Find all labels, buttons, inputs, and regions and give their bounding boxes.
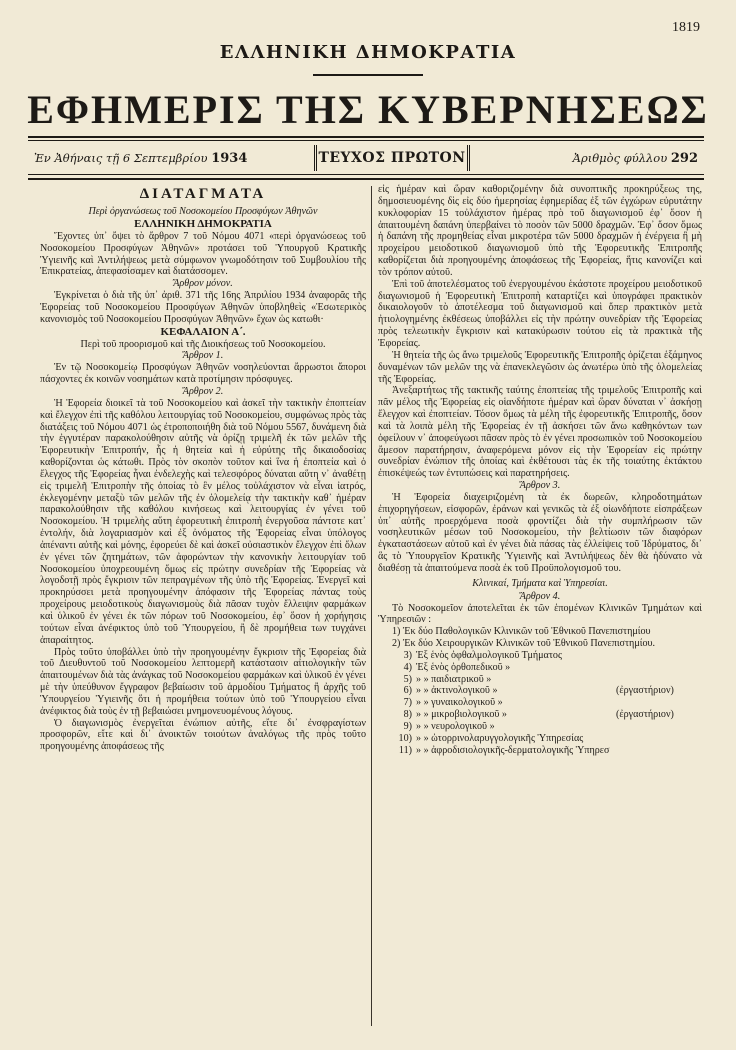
clinic-list-row xyxy=(378,733,702,745)
clinic-list-note xyxy=(616,745,702,757)
issue-info-bar xyxy=(28,145,704,173)
clinic-list-number: 3) xyxy=(403,649,412,661)
article-1-title: Ἄρθρον 1. xyxy=(182,350,224,362)
issue-label: ΤΕΥΧΟΣ ΠΡΩΤΟΝ xyxy=(314,145,470,171)
article-2-paragraph-2: Πρὸς τοῦτο ὑποβάλλει ὑπὸ τὴν προηγουμένην ἔγκρισιν τῆς Ἐφορείας διὰ τοῦ Διευθυντοῦ τοῦ Νοσοκομείου λεπτομερῆ κατάστασιν αἰτιολογικὴν τῶν ἀπαιτουμένων διὰ τὰς ἀνάγκας τοῦ Νοσοκομείου φαρμάκων καὶ ὑλικοῦ ἐν γένει μὲ τὴν ὑπεύθυνον ἔγγραφον βεβαίωσιν τοῦ ἁρμοδίου Τμήματος ἢ ἀρχῆς τοῦ Ὑπουργείου Ὑγιεινῆς ὅτι ἡ προμήθεια τούτων ὑπὸ τοῦ Ὑπουργείου εἶναι ἀνέφικτος διὰ τοὺς ἐν τῇ βεβαιώσει μνημονευομένους λόγους. xyxy=(40,646,366,717)
clinic-list-item-2: 2) Ἐκ δύο Χειρουργικῶν Κλινικῶν τοῦ Ἐθνικοῦ Πανεπιστημίου. xyxy=(392,638,656,650)
article-2-paragraph-6: Ἀνεξαρτήτως τῆς τακτικῆς ταύτης ἐποπτείας τῆς τριμελοῦς Ἐπιτροπῆς καὶ πᾶν μέλος τῆς Ἐφορείας εἰς οἱανδήποτε ἡμέραν καὶ ὥραν δύναται ν᾽ ἀσκήσῃ ἔλεγχον καὶ ἐποπτείαν. Τόσον ὅμως τὰ μέλη τῆς ἐφορευτικῆς Ἐπιτροπῆς, ὅσον καὶ τὰ λοιπὰ μέλη τῆς Ἐφορείας ἐν τῇ ἀσκήσει τῶν ἄνω καθηκόντων των ὀφείλουν ν᾽ ἀποφεύγωσι πᾶσαν πρὸς τὸ ἐν γένει προσωπικὸν τοῦ Νοσοκομείου ἄμεσον παρατήρησιν, ἀναφερόμενα μόνον εἰς τὴν Ἐφορείαν εἰς πρώτην συνεδρίαν ἐνώπιον τῆς ὁποίας καὶ ἐκθέτουσι τὰς ἐκ τῆς τοιαύτης ἐκτάκτου ἐπισκέψεώς των ἐντυπώσεις καὶ παρατηρήσεις. xyxy=(378,385,702,480)
gazette-title: ΕΦΗΜΕΡΙΣ ΤΗΣ ΚΥΒΕΡΝΗΣΕΩΣ xyxy=(27,87,709,132)
clinic-list-note xyxy=(616,662,702,674)
decree-republic: ΕΛΛΗΝΙΚΗ ΔΗΜΟΚΡΑΤΙΑ xyxy=(134,217,272,230)
clinic-list-row xyxy=(378,650,702,662)
sole-article-title: Ἄρθρον μόνον. xyxy=(173,278,233,290)
chapter-title: Περὶ τοῦ προορισμοῦ καὶ τῆς Διοικήσεως τοῦ Νοσοκομείου. xyxy=(80,338,326,350)
article-2-title: Ἄρθρον 2. xyxy=(182,385,224,397)
page-number: 1819 xyxy=(672,20,700,35)
decree-intro: Ἔχοντες ὑπ᾽ ὄψει τὸ ἄρθρον 7 τοῦ Νόμου 4071 «περὶ ὀργανώσεως τοῦ Νοσοκομείου Προσφύγων Ἀθηνῶν» προτάσει τοῦ Ὑπουργοῦ Κρατικῆς Ὑγιεινῆς καὶ Ἀντιλήψεως μετὰ σύμφωνον γνωμοδότησιν τοῦ Συμβουλίου τῆς Ἐπικρατείας, ἀπεφασίσαμεν καὶ διατάσσομεν. xyxy=(40,230,366,278)
article-2-paragraph-3: Ὁ διαγωνισμὸς ἐνεργεῖται ἐνώπιον αὐτῆς, εἴτε δι᾽ ἐνσφραγίστων προσφορῶν, εἴτε καὶ δι᾽ ἀνοικτῶν τοιούτων ἀναλόγως τῆς πρὸς τοῦτο προηγουμένης ἀποφάσεως τῆς xyxy=(40,717,366,753)
top-rule-thin xyxy=(28,140,704,141)
article-4-title: Ἄρθρον 4. xyxy=(519,590,561,602)
sheet-number xyxy=(573,151,698,166)
article-2-paragraph-5: Ἡ θητεία τῆς ὡς ἄνω τριμελοῦς Ἐφορευτικῆς Ἐπιτροπῆς ὁρίζεται ἑξάμηνος δυναμένων τῶν μελῶν της νὰ ἐπανεκλεγῶσιν ὡς ἀνωτέρω ὑπὸ τῆς ὁλομελείας τῆς Ἐφορείας. xyxy=(378,349,702,385)
clinic-list-note xyxy=(616,650,702,662)
clinic-list-text: » » νευρολογικοῦ » xyxy=(416,720,495,732)
article-1-text: Ἐν τῷ Νοσοκομείῳ Προσφύγων Ἀθηνῶν νοσηλεύονται ἄρρωστοι ἄποροι πάσχοντες ἐκ κοινῶν νοσημάτων κατὰ προτίμησιν πρόσφυγες. xyxy=(40,362,366,386)
clinic-list-row xyxy=(378,745,702,757)
clinic-list-item-1: 1) Ἐκ δύο Παθολογικῶν Κλινικῶν τοῦ Ἐθνικοῦ Πανεπιστημίου xyxy=(392,626,651,638)
bottom-rule-thin xyxy=(28,174,704,175)
clinic-list-number: 7) xyxy=(403,697,412,709)
article-4-text: Τὸ Νοσοκομεῖον ἀποτελεῖται ἐκ τῶν ἑπομένων Κλινικῶν Τμημάτων καὶ Ὑπηρεσιῶν : xyxy=(378,602,702,626)
clinic-list-note: (ἐργαστήριον) xyxy=(616,709,674,721)
decree-title: Περὶ ὀργανώσεως τοῦ Νοσοκομείου Προσφύγων Ἀθηνῶν xyxy=(88,206,318,217)
sheet-value: 292 xyxy=(670,151,698,166)
clinic-list-text: » » γυναικολογικοῦ » xyxy=(416,697,503,709)
clinic-list-text: » » παιδιατρικοῦ » xyxy=(416,673,492,685)
clinic-list-row xyxy=(378,685,702,697)
clinic-list-number: 10) xyxy=(398,732,412,744)
clinic-list-note: (ἐργαστήριον) xyxy=(616,685,674,697)
clinic-list-text: Ἐξ ἑνὸς ὀφθαλμολογικοῦ Τμήματος xyxy=(416,649,562,661)
left-column xyxy=(40,184,366,753)
article-3-title: Ἄρθρον 3. xyxy=(519,480,561,492)
clinic-list-note xyxy=(616,674,702,686)
clinic-list-number: 6) xyxy=(403,685,412,697)
bottom-rule-thick xyxy=(28,178,704,180)
clinic-list-text: » » ἀφροδισιολογικῆς-δερματολογικῆς Ὑπηρεσ xyxy=(416,744,610,756)
sole-article-text: Ἐγκρίνεται ὁ διὰ τῆς ὑπ᾽ ἀριθ. 371 τῆς 16ης Ἀπριλίου 1934 ἀναφορᾶς τῆς Ἐφορείας τοῦ Νοσοκομείου Προσφύγων Ἀθηνῶν ὑποβληθεὶς «Ἐσωτερικὸς κανονισμὸς τοῦ Νοσοκομείου Προσφύγων Ἀθηνῶν» ἔχων ὡς κατωθι· xyxy=(40,290,366,325)
section-heading: ΔΙΑΤΑΓΜΑΤΑ xyxy=(139,186,267,202)
issue-date xyxy=(34,151,247,166)
clinic-list-text: » » ὠτορρινολαρυγγολογικῆς Ὑπηρεσίας xyxy=(416,732,584,744)
top-rule-thick xyxy=(28,136,704,138)
chapter-heading: ΚΕΦΑΛΑΙΟΝ Α΄. xyxy=(160,325,246,338)
right-column xyxy=(378,184,702,757)
clinic-list-text: » » μικροβιολογικοῦ » xyxy=(416,709,507,721)
clinic-list-note xyxy=(616,733,702,745)
clinic-list-text: » » ἀκτινολογικοῦ » xyxy=(416,685,498,697)
date-year: 1934 xyxy=(211,151,248,166)
article-2-paragraph-1: Ἡ Ἐφορεία διοικεῖ τὰ τοῦ Νοσοκομείου καὶ ἀσκεῖ τὴν τακτικὴν ἐποπτείαν καὶ ἔλεγχον ἐπὶ τῆς καθόλου λειτουργίας τοῦ Νοσοκομείου, συμφώνως πρὸς τὰς διατάξεις τοῦ Νόμου 4071 ὡς ἐτροποποιήθη διὰ τοῦ Νόμου 5567, δυνάμενη διὰ τὴν ἐγγυτέραν παρακολούθησιν αὐτῆς νὰ ὁρίζῃ τριμελῆ ἐκ τῶν μελῶν τῆς Ἐφορευτικὴν Ἐπιτροπήν, ἧς ἡ θητεία καὶ ἡ εὐρύτης τῆς δικαιοδοσίας καθορίζονται ὡς κάτωθι. Πρὸς τὸν σκοπὸν τοῦτον καὶ ἵνα ἡ ἐποπτεία καὶ ὁ ἔλεγχος τῆς Ἐφορείας ἦναι ἐνδελεχὴς καὶ τελεσφόρος δύναται αὕτη ν᾽ ἀναθέτῃ εἰς τριμελῆ Ἐπιτροπὴν τῆς ὁποίας τὸ ἓν μέλος τοὐλάχιστον νὰ εἶναι ἰατρός, ἐκλεγομένην μεταξὺ τῶν μελῶν τῆς ἐν ὁλομελείᾳ τὴν τακτικὴν καθ᾽ ἡμέραν παρακολούθησιν τῆς καθόλου κινήσεως καὶ λειτουργίας ἐν γένει τοῦ Νοσοκομείου. Ἡ τριμελὴς αὕτη ἐφορευτικὴ ἐπιτροπὴ ἐνεργοῦσα πάντοτε κατ᾽ ἐντολήν, διὰ λογαριασμὸν καὶ ἐξ ὀνόματος τῆς Ἐφορείας εἶναι ὑπόλογος ἀπέναντι αὐτῆς καὶ μόνης, ἐφορεύει δὲ καὶ ἀσκεῖ οὐσιαστικὸν ἔλεγχον ἐπὶ ὅλων ἐν γένει τῶν ζητημάτων, τῶν ἀφορώντων τὴν κανονικὴν λειτουργίαν τοῦ Νοσοκομείου ὑποχρεουμένη ὅμως εἰς πρώτην συνεδρίαν τῆς Ἐφορείας νὰ λογοδοτῇ πρὸς ἔγκρισιν τῶν πεπραγμένων τῆς ὑπὸ τῆς Ἐφορείας. Ἐνεργεῖ καὶ προκηρύσσει μετὰ προηγουμένην ἀπόφασιν τῆς Ἐφορείας πάντας τοὺς προχείρους μειοδοτικοὺς διαγωνισμοὺς διὰ πᾶσαν τυχὸν ἔλλειψιν φαρμάκων καὶ ὑλικοῦ ἐν γένει ἐκ τῶν πόρων τοῦ Νοσοκομείου, ἐφ᾽ ὅσον ἡ χορήγησις τούτων εἶναι ἀνέφικτος ὑπὸ τοῦ Ὑπουργείου, ἢ δὲ προμήθεια των τυγχάνει ἀπαραίτητος. xyxy=(40,397,366,646)
clinic-list xyxy=(378,650,702,757)
clinic-list-row xyxy=(378,662,702,674)
clinic-list-text: Ἐξ ἑνὸς ὀρθοπεδικοῦ » xyxy=(416,661,511,673)
clinic-list-number: 5) xyxy=(403,673,412,685)
republic-header: ΕΛΛΗΝΙΚΗ ΔΗΜΟΚΡΑΤΙΑ xyxy=(219,42,517,63)
date-prefix: Ἐν Ἀθήναις τῇ 6 Σεπτεμβρίου xyxy=(34,151,208,165)
clinic-list-number: 8) xyxy=(403,709,412,721)
clinic-list-row xyxy=(378,697,702,709)
header-ornament-rule xyxy=(313,74,423,76)
clinic-list-number: 11) xyxy=(398,744,412,756)
clinic-list-row xyxy=(378,709,702,721)
clinic-list-number: 9) xyxy=(403,720,412,732)
clinic-list-row xyxy=(378,721,702,733)
sheet-prefix: Ἀριθμὸς φύλλου xyxy=(572,151,668,165)
clinic-list-row xyxy=(378,674,702,686)
article-2-paragraph-4: Ἐπὶ τοῦ ἀποτελέσματος τοῦ ἐνεργουμένου ἑκάστοτε προχείρου μειοδοτικοῦ διαγωνισμοῦ ἡ Ἐφορευτικὴ Ἐπιτροπὴ καταρτίζει καὶ ὑπογράφει πρακτικὸν δικαιολογοῦν τὸ ἀποτέλεσμα τοῦ διαγωνισμοῦ καὶ ὅπερ πρακτικὸν μετὰ ἠτιολογημένης ἐκθέσεως ὑποβάλλει εἰς τὴν πρώτην συνεδρίαν τῆς Ἐφορείας πρὸς τελεωτικὴν ἔγκρισιν καὶ κατακύρωσιν τούτου εἰς τὰ πρακτικὰ τῆς Ἐφορείας. xyxy=(378,278,702,349)
clinic-list-note xyxy=(616,721,702,733)
clinics-heading: Κλινικαί, Τμήματα καὶ Ὑπηρεσίαι. xyxy=(472,577,608,589)
article-2-continuation: εἰς ἡμέραν καὶ ὥραν καθοριζομένην διὰ συνοπτικῆς προκηρύξεως της, δημοσιευομένης δὶς εἰς δύο ἡμερησίας ἐφημερίδας ἐξ τῶν ἐγχώρων εὐρυτάτην κυκλοφορίαν 15 τοὐλάχιστον ἡμέρας πρὸ τοῦ διαγωνισμοῦ ἐφ᾽ ὅσον ἡ ἀπαιτουμένη δαπάνη ὑπερβαίνει τὸ ποσὸν τῶν 5000 δραχμῶν. Ἐφ᾽ ὅσον ὅμως ἡ δαπάνη τῆς προμηθείας εἶναι μικροτέρα τῶν 5000 δραχμῶν ἡ ἐνέργεια ἢ μὴ προχείρου μειοδοτικοῦ διαγωνισμοῦ ὑπὸ τῆς Ἐφορευτικῆς Ἐπιτροπῆς καθορίζεται διὰ προηγουμένης ἀποφάσεως τῆς Ἐφορείας, ἥτις κανονίζει καὶ τὸν τρόπον αὐτοῦ. xyxy=(378,184,702,278)
clinic-list-note xyxy=(616,697,702,709)
column-separator xyxy=(371,186,372,1026)
clinic-list-number: 4) xyxy=(403,661,412,673)
article-3-text: Ἡ Ἐφορεία διαχειριζομένη τὰ ἐκ δωρεῶν, κληροδοτημάτων ἐπιχορηγήσεων, εἰσφορῶν, ἐράνων καὶ γενικῶς τὰ ἐξ οἱωνδήποτε εἰσπράξεων ὑπ᾽ αὐτῆς προερχόμενα ποσὰ φροντίζει διὰ τὴν συμπλήρωσιν τῶν νοσηλευτικῶν μέσων τοῦ Νοσοκομείου, τὴν βελτίωσιν τῶν διαφόρων ἐγκαταστάσεων αὐτοῦ καὶ ἐν γένει διὰ πάσας τὰς ἐλλείψεις τοῦ Ἱδρύματος, δι᾽ ἃς τὸ Ὑπουργεῖον Κρατικῆς Ὑγιεινῆς καὶ Ἀντιλήψεως δὲν θὰ ἠδύνατο νὰ διαθέσῃ τὰ ἀπαιτούμενα ποσὰ ἐκ τοῦ Προϋπολογισμοῦ του. xyxy=(378,491,702,574)
